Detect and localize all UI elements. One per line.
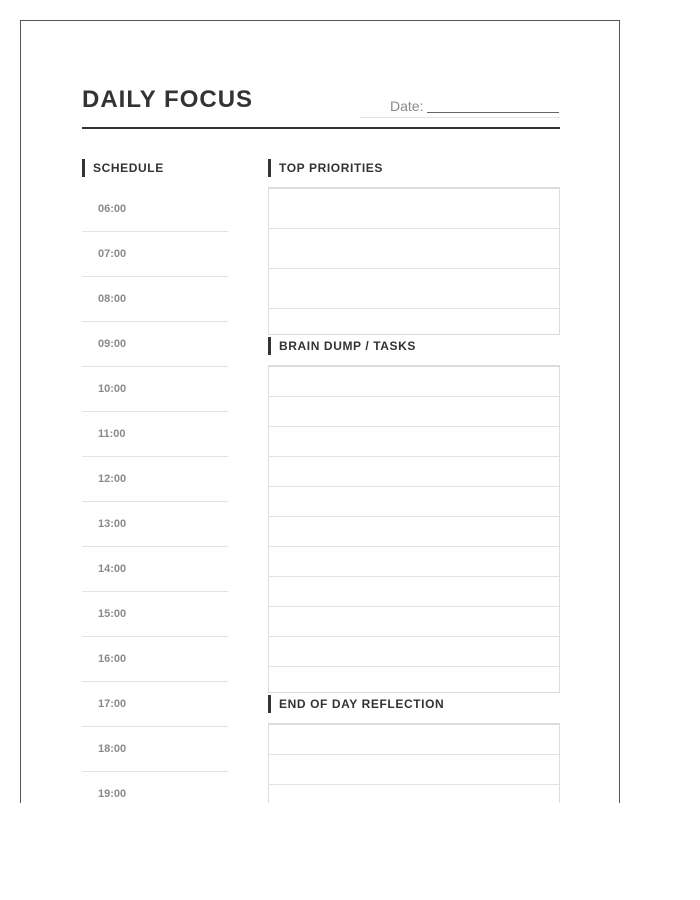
schedule-row[interactable]: [82, 457, 228, 502]
schedule-row[interactable]: [82, 232, 228, 277]
schedule-row[interactable]: [82, 547, 228, 592]
task-line[interactable]: [269, 577, 559, 607]
schedule-row[interactable]: [82, 637, 228, 682]
schedule-row[interactable]: [82, 592, 228, 637]
page-title: DAILY FOCUS: [82, 86, 254, 113]
schedule-row[interactable]: [82, 187, 228, 232]
priorities-box[interactable]: [268, 187, 560, 335]
date-underline: [427, 112, 559, 113]
schedule-time: 18:00: [98, 743, 127, 755]
task-line[interactable]: [269, 397, 559, 427]
priority-line[interactable]: [269, 229, 559, 269]
schedule-time: 19:00: [98, 788, 127, 800]
schedule-row[interactable]: [82, 367, 228, 412]
task-line[interactable]: [269, 547, 559, 577]
schedule-time: 13:00: [98, 518, 127, 530]
schedule-time: 11:00: [98, 428, 126, 440]
schedule-time: 06:00: [98, 203, 127, 215]
reflection-box[interactable]: [268, 723, 560, 803]
planner-page: [20, 20, 620, 803]
priority-line[interactable]: [269, 189, 559, 229]
date-field[interactable]: [360, 95, 560, 118]
task-line[interactable]: [269, 637, 559, 667]
reflection-line[interactable]: [269, 725, 559, 755]
schedule-row[interactable]: [82, 502, 228, 547]
schedule-row[interactable]: [82, 682, 228, 727]
task-line[interactable]: [269, 367, 559, 397]
brain-dump-heading: BRAIN DUMP / TASKS: [268, 337, 416, 355]
reflection-heading: END OF DAY REFLECTION: [268, 695, 444, 713]
priorities-heading: TOP PRIORITIES: [268, 159, 383, 177]
schedule-time: 14:00: [98, 563, 127, 575]
schedule-time: 12:00: [98, 473, 127, 485]
schedule-heading: SCHEDULE: [82, 159, 164, 177]
schedule-time: 08:00: [98, 293, 127, 305]
reflection-line[interactable]: [269, 785, 559, 803]
task-line[interactable]: [269, 607, 559, 637]
priority-line[interactable]: [269, 269, 559, 309]
brain-dump-box[interactable]: [268, 365, 560, 693]
schedule-row[interactable]: [82, 412, 228, 457]
schedule-row[interactable]: [82, 277, 228, 322]
schedule-time: 16:00: [98, 653, 127, 665]
schedule-time: 17:00: [98, 698, 127, 710]
task-line[interactable]: [269, 487, 559, 517]
task-line[interactable]: [269, 667, 559, 692]
task-line[interactable]: [269, 517, 559, 547]
title-divider: [82, 127, 560, 129]
reflection-line[interactable]: [269, 755, 559, 785]
priority-line[interactable]: [269, 309, 559, 334]
schedule-time: 09:00: [98, 338, 127, 350]
schedule-list: [82, 187, 228, 803]
schedule-time: 07:00: [98, 248, 127, 260]
task-line[interactable]: [269, 457, 559, 487]
schedule-time: 15:00: [98, 608, 127, 620]
schedule-row[interactable]: [82, 772, 228, 803]
schedule-row[interactable]: [82, 727, 228, 772]
date-label: Date:: [390, 98, 424, 114]
task-line[interactable]: [269, 427, 559, 457]
schedule-row[interactable]: [82, 322, 228, 367]
schedule-time: 10:00: [98, 383, 127, 395]
